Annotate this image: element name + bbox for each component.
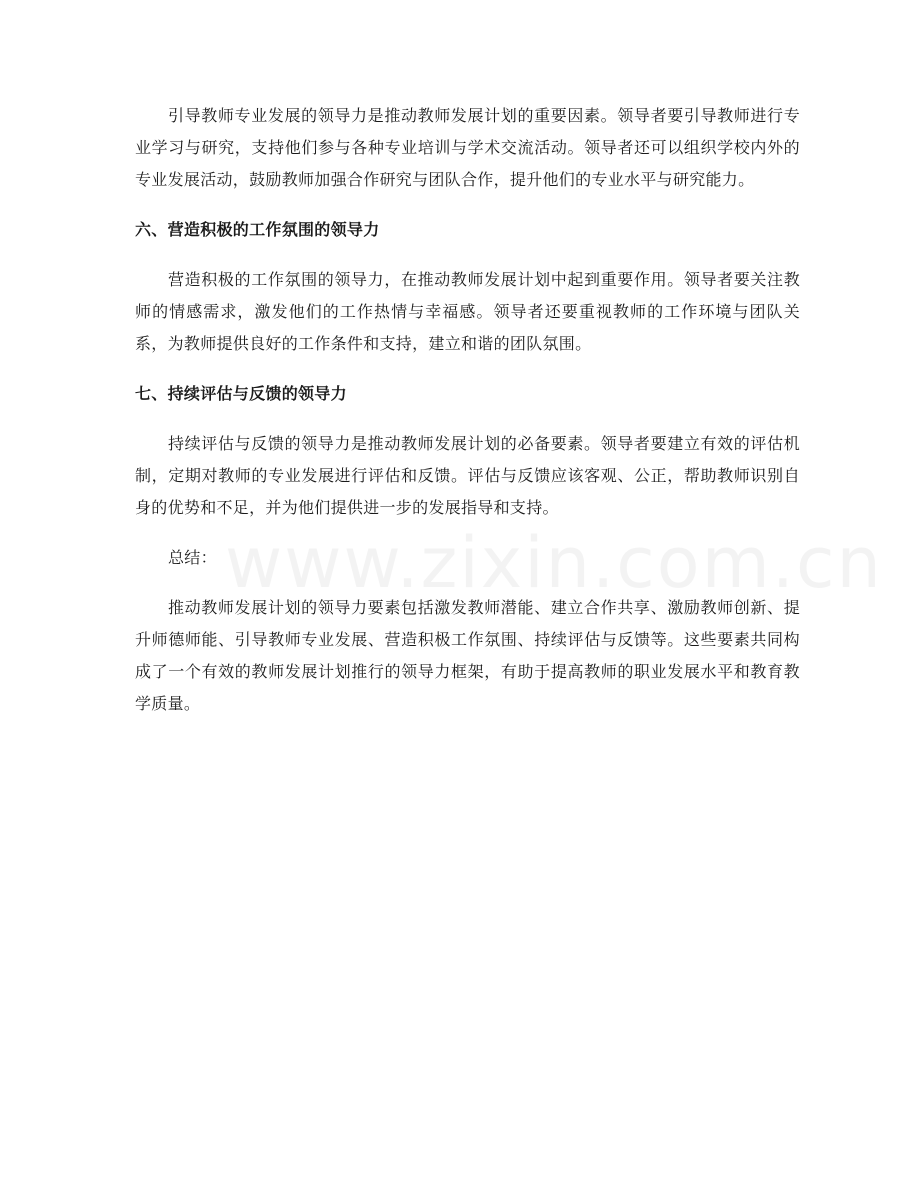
watermark: www.zixin.com.cn: [225, 522, 883, 604]
paragraph-teacher-professional-development: 引导教师专业发展的领导力是推动教师发展计划的重要因素。领导者要引导教师进行专业学习与研究，支持他们参与各种专业培训与学术交流活动。领导者还可以组织学校内外的专业发展活动，鼓励教师加强合作研究与团队合作，提升他们的专业水平与研究能力。: [135, 106, 800, 189]
paragraph-section-7: 持续评估与反馈的领导力是推动教师发展计划的必备要素。领导者要建立有效的评估机制，定期对教师的专业发展进行评估和反馈。评估与反馈应该客观、公正，帮助教师识别自身的优势和不足，并为他们提供进一步的发展指导和支持。: [135, 434, 800, 517]
paragraph-section-6: 营造积极的工作氛围的领导力，在推动教师发展计划中起到重要作用。领导者要关注教师的情感需求，激发他们的工作热情与幸福感。领导者还要重视教师的工作环境与团队关系，为教师提供良好的工作条件和支持，建立和谐的团队氛围。: [135, 270, 800, 353]
heading-section-7: 七、持续评估与反馈的领导力: [135, 384, 347, 403]
summary-label: 总结：: [168, 548, 217, 567]
paragraph-summary: 推动教师发展计划的领导力要素包括激发教师潜能、建立合作共享、激励教师创新、提升师德师能、引导教师专业发展、营造积极工作氛围、持续评估与反馈等。这些要素共同构成了一个有效的教师发展计划推行的领导力框架，有助于提高教师的职业发展水平和教育教学质量。: [135, 598, 800, 713]
document-page: [135, 100, 800, 720]
heading-section-6: 六、营造积极的工作氛围的领导力: [135, 220, 380, 239]
